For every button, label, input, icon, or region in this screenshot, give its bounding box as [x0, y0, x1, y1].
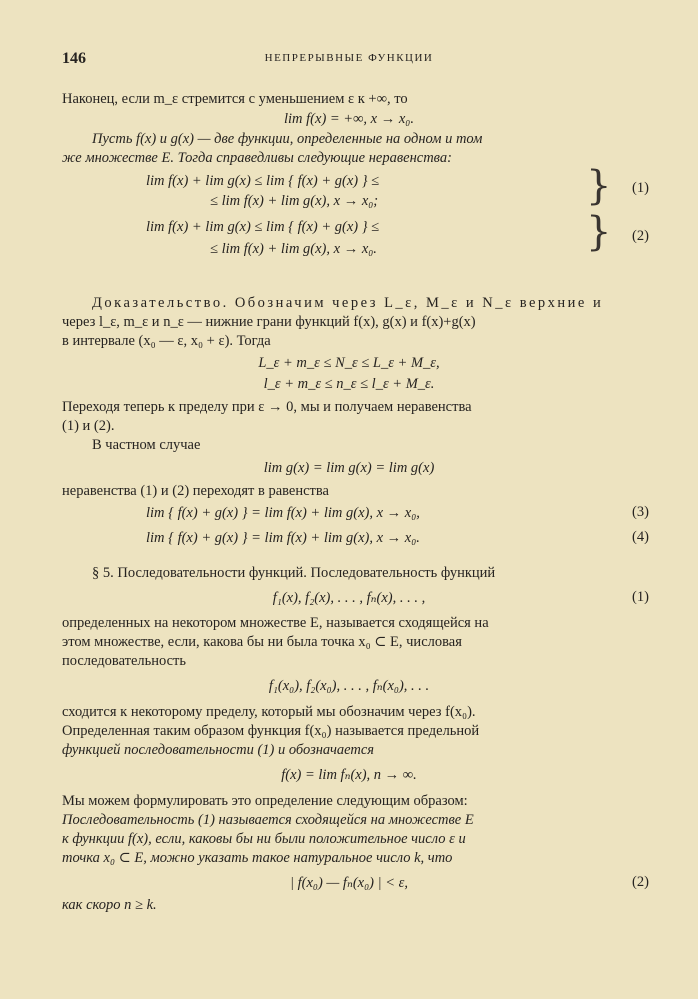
- text-line: определенных на некотором множестве E, называется сходящейся на: [62, 615, 489, 631]
- equation-number: (4): [632, 529, 649, 545]
- formula-line: lim { f(x) + g(x) } = lim f(x) + lim g(x), x → x₀,: [146, 505, 420, 521]
- brace: }: [586, 209, 612, 255]
- page-number: 146: [62, 50, 86, 67]
- text-line: в интервале (x₀ — ε, x₀ + ε). Тогда: [62, 333, 271, 349]
- formula-line: | f(x₀) — fₙ(x₀) | < ε,: [290, 875, 408, 891]
- text-line: Наконец, если m_ε стремится с уменьшением ε к +∞, то: [62, 91, 408, 107]
- formula-line: f₁(x), f₂(x), . . . , fₙ(x), . . . ,: [272, 590, 426, 606]
- text-line: Доказательство. Обозначим через L_ε, M_ε и N_ε верхние и: [92, 295, 604, 311]
- formula-line: lim f(x) = +∞, x → x₀.: [284, 111, 414, 127]
- formula-line: lim f(x) + lim g(x) ≤ lim { f(x) + g(x) } ≤: [146, 219, 380, 235]
- running-title: НЕПРЕРЫВНЫЕ ФУНКЦИИ: [264, 52, 434, 64]
- formula-line: ≤ lim f(x) + lim g(x), x → x₀;: [210, 193, 379, 209]
- text-line: этом множестве, если, какова бы ни была точка x₀ ⊂ E, числовая: [62, 634, 462, 650]
- text-line: В частном случае: [92, 437, 201, 453]
- definition-line: Последовательность (1) называется сходящейся на множестве E: [62, 812, 474, 828]
- text-line: через l_ε, m_ε и n_ε — нижние грани функций f(x), g(x) и f(x)+g(x): [62, 314, 476, 330]
- equation-number: (3): [632, 504, 649, 520]
- text-line: Мы можем формулировать это определение следующим образом:: [62, 793, 468, 809]
- text-line: неравенства (1) и (2) переходят в равенства: [62, 483, 329, 499]
- equation-number: (1): [632, 589, 649, 605]
- section-heading: § 5. Последовательности функций. Последовательность функций: [92, 565, 496, 581]
- formula-line: lim f(x) + lim g(x) ≤ lim { f(x) + g(x) } ≤: [146, 173, 380, 189]
- definition-line: как скоро n ≥ k.: [62, 897, 157, 913]
- equation-number: (2): [632, 874, 649, 890]
- equation-number: (2): [632, 228, 649, 244]
- formula-line: lim g(x) = lim g(x) = lim g(x): [263, 460, 435, 476]
- formula-line: ≤ lim f(x) + lim g(x), x → x₀.: [210, 241, 377, 257]
- equation-number: (1): [632, 180, 649, 196]
- definition-line: к функции f(x), если, каковы бы ни были положительное число ε и: [62, 831, 466, 847]
- text-line: Определенная таким образом функция f(x₀) называется предельной: [62, 723, 480, 739]
- formula-line: l_ε + m_ε ≤ n_ε ≤ l_ε + M_ε.: [263, 376, 435, 392]
- text-line: функцией последовательности (1) и обозначается: [62, 742, 375, 758]
- text-line: Переходя теперь к пределу при ε → 0, мы и получаем неравенства: [62, 399, 472, 415]
- text-line: сходится к некоторому пределу, который мы обозначим через f(x₀).: [62, 704, 476, 720]
- formula-line: f₁(x₀), f₂(x₀), . . . , fₙ(x₀), . . .: [268, 678, 430, 694]
- text-line: последовательность: [62, 653, 187, 669]
- brace: }: [586, 163, 612, 209]
- definition-line: точка x₀ ⊂ E, можно указать такое натуральное число k, что: [62, 850, 453, 866]
- theorem-line: же множестве E. Тогда справедливы следующие неравенства:: [62, 150, 452, 166]
- text-line: (1) и (2).: [62, 418, 115, 434]
- formula-line: L_ε + m_ε ≤ N_ε ≤ L_ε + M_ε,: [258, 355, 440, 371]
- theorem-line: Пусть f(x) и g(x) — две функции, определенные на одном и том: [92, 131, 483, 147]
- formula-line: lim { f(x) + g(x) } = lim f(x) + lim g(x), x → x₀.: [146, 530, 420, 546]
- formula-line: f(x) = lim fₙ(x), n → ∞.: [281, 767, 417, 783]
